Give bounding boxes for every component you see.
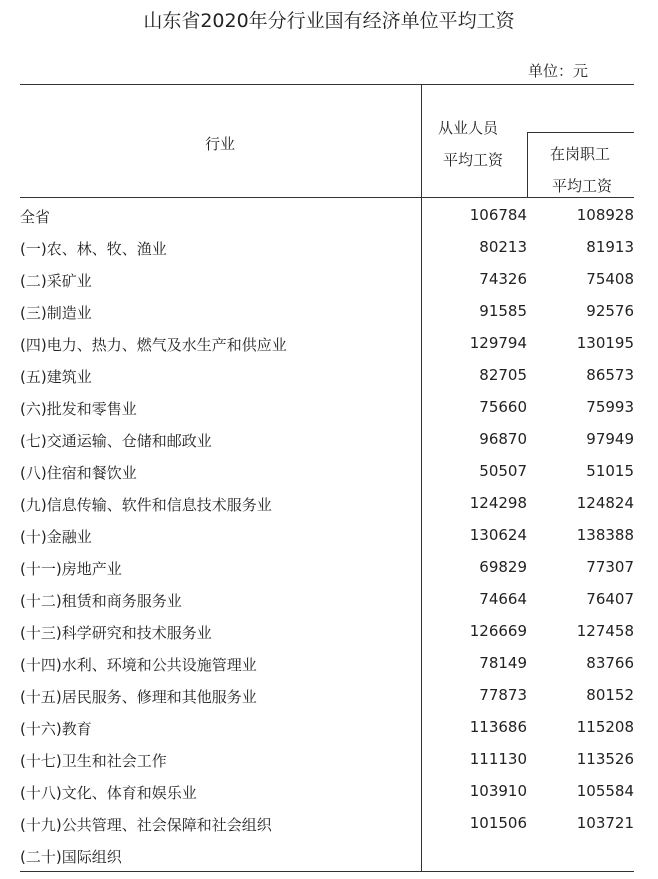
row-employee-wage: 101506 xyxy=(469,814,527,832)
row-onpost-wage: 127458 xyxy=(576,622,634,640)
row-industry-name: (九)信息传输、软件和信息技术服务业 xyxy=(20,496,272,514)
row-employee-wage: 103910 xyxy=(469,782,527,800)
row-employee-wage: 78149 xyxy=(479,654,527,672)
table-row xyxy=(0,238,658,270)
row-employee-wage: 96870 xyxy=(479,430,527,448)
row-onpost-wage: 75408 xyxy=(586,270,634,288)
row-onpost-wage: 105584 xyxy=(576,782,634,800)
row-onpost-wage: 80152 xyxy=(586,686,634,704)
row-employee-wage: 130624 xyxy=(469,526,527,544)
table-top-rule xyxy=(20,84,634,85)
row-employee-wage: 69829 xyxy=(479,558,527,576)
row-onpost-wage: 92576 xyxy=(586,302,634,320)
row-onpost-wage: 83766 xyxy=(586,654,634,672)
row-onpost-wage: 115208 xyxy=(576,718,634,736)
row-employee-wage: 74326 xyxy=(479,270,527,288)
row-employee-wage: 106784 xyxy=(469,206,527,224)
row-industry-name: (十)金融业 xyxy=(20,528,92,546)
row-employee-wage: 129794 xyxy=(469,334,527,352)
table-row xyxy=(0,270,658,302)
row-employee-wage: 74664 xyxy=(479,590,527,608)
column-divider-right xyxy=(527,132,528,198)
row-employee-wage: 113686 xyxy=(469,718,527,736)
table-row xyxy=(0,654,658,686)
header-employee-line2: 平均工资 xyxy=(443,151,504,169)
row-industry-name: (五)建筑业 xyxy=(20,368,92,386)
row-onpost-wage: 86573 xyxy=(586,366,634,384)
row-industry-name: (十四)水利、环境和公共设施管理业 xyxy=(20,656,257,674)
row-industry-name: (八)住宿和餐饮业 xyxy=(20,464,137,482)
table-row xyxy=(0,206,658,238)
table-row xyxy=(0,398,658,430)
row-industry-name: (十一)房地产业 xyxy=(20,560,122,578)
row-onpost-wage: 103721 xyxy=(576,814,634,832)
row-industry-name: (三)制造业 xyxy=(20,304,92,322)
header-bottom-rule xyxy=(20,197,634,198)
row-employee-wage: 80213 xyxy=(479,238,527,256)
table-row xyxy=(0,590,658,622)
table-row xyxy=(0,750,658,782)
table-row xyxy=(0,558,658,590)
row-industry-name: (十八)文化、体育和娱乐业 xyxy=(20,784,197,802)
row-industry-name: (二十)国际组织 xyxy=(20,848,122,866)
row-industry-name: (十九)公共管理、社会保障和社会组织 xyxy=(20,816,272,834)
row-employee-wage: 124298 xyxy=(469,494,527,512)
unit-label: 单位：元 xyxy=(528,62,589,80)
header-industry: 行业 xyxy=(205,135,236,153)
row-onpost-wage: 130195 xyxy=(576,334,634,352)
table-row xyxy=(0,718,658,750)
table-row xyxy=(0,462,658,494)
header-onpost-line1: 在岗职工 xyxy=(550,145,611,163)
table-row xyxy=(0,302,658,334)
row-industry-name: (十六)教育 xyxy=(20,720,92,738)
row-industry-name: (十三)科学研究和技术服务业 xyxy=(20,624,212,642)
row-industry-name: (二)采矿业 xyxy=(20,272,92,290)
row-industry-name: 全省 xyxy=(20,208,51,226)
header-onpost-line2: 平均工资 xyxy=(552,177,613,195)
row-industry-name: (十二)租赁和商务服务业 xyxy=(20,592,182,610)
table-row xyxy=(0,782,658,814)
table-row xyxy=(0,814,658,846)
table-row xyxy=(0,622,658,654)
row-employee-wage: 77873 xyxy=(479,686,527,704)
table-row xyxy=(0,430,658,462)
row-employee-wage: 91585 xyxy=(479,302,527,320)
table-row xyxy=(0,334,658,366)
row-industry-name: (十五)居民服务、修理和其他服务业 xyxy=(20,688,257,706)
row-employee-wage: 75660 xyxy=(479,398,527,416)
page-title: 山东省2020年分行业国有经济单位平均工资 xyxy=(143,10,515,32)
subheader-rule xyxy=(527,132,634,133)
row-onpost-wage: 51015 xyxy=(586,462,634,480)
row-employee-wage: 126669 xyxy=(469,622,527,640)
row-onpost-wage: 81913 xyxy=(586,238,634,256)
table-row xyxy=(0,846,658,878)
table-row xyxy=(0,526,658,558)
row-industry-name: (十七)卫生和社会工作 xyxy=(20,752,167,770)
table-row xyxy=(0,366,658,398)
row-onpost-wage: 97949 xyxy=(586,430,634,448)
row-employee-wage: 82705 xyxy=(479,366,527,384)
row-industry-name: (六)批发和零售业 xyxy=(20,400,137,418)
table-row xyxy=(0,494,658,526)
row-onpost-wage: 138388 xyxy=(576,526,634,544)
header-employee-line1: 从业人员 xyxy=(438,119,499,137)
row-industry-name: (七)交通运输、仓储和邮政业 xyxy=(20,432,212,450)
table-row xyxy=(0,686,658,718)
row-onpost-wage: 113526 xyxy=(576,750,634,768)
row-onpost-wage: 108928 xyxy=(576,206,634,224)
row-industry-name: (四)电力、热力、燃气及水生产和供应业 xyxy=(20,336,287,354)
row-onpost-wage: 76407 xyxy=(586,590,634,608)
row-onpost-wage: 75993 xyxy=(586,398,634,416)
row-onpost-wage: 77307 xyxy=(586,558,634,576)
row-employee-wage: 111130 xyxy=(469,750,527,768)
row-onpost-wage: 124824 xyxy=(576,494,634,512)
row-industry-name: (一)农、林、牧、渔业 xyxy=(20,240,167,258)
row-employee-wage: 50507 xyxy=(479,462,527,480)
